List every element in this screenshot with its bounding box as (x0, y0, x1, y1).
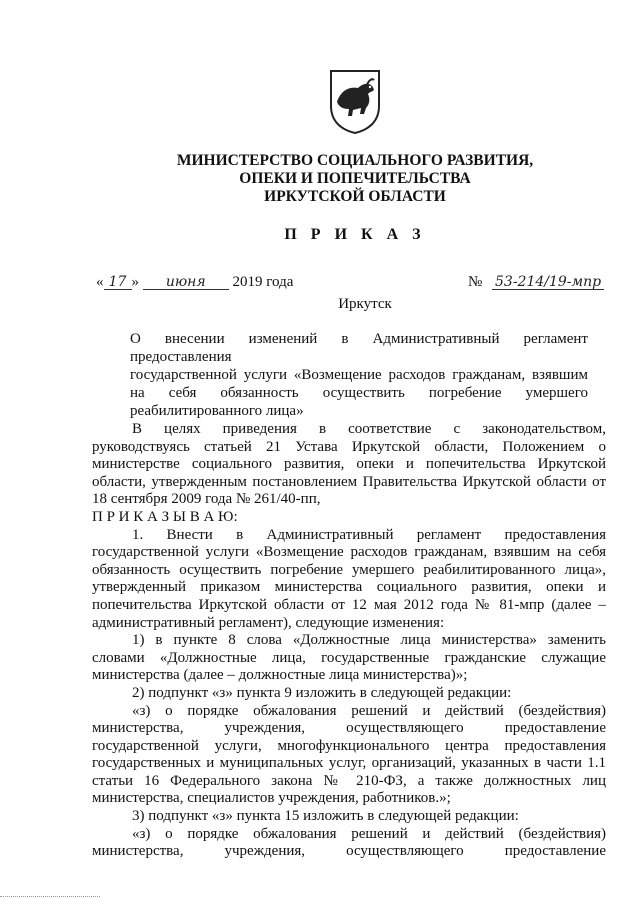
date-month: июня (143, 275, 229, 290)
number-value: 53-214/19-мпр (492, 275, 604, 290)
subject-line: государственной услуги «Возмещение расходов гражданам, взявшим (130, 367, 588, 383)
body-line: министерства (далее – должностные лица министерства)»; (92, 667, 468, 684)
city-name: Иркутск (338, 296, 392, 312)
date-year: 2019 года (232, 274, 294, 290)
body-line: министерства, учреждения, осуществляющего предоставление (92, 720, 606, 737)
body-line: административный регламент), следующие изменения: (92, 614, 445, 631)
body-line: руководствуясь статьей 21 Устава Иркутской области, Положением о (92, 438, 606, 455)
date-close-quote: » (131, 274, 139, 290)
ministry-name-line-3: ИРКУТСКОЙ ОБЛАСТИ (264, 188, 446, 205)
body-line: 1) в пункте 8 слова «Должностные лица министерства» заменить (132, 632, 606, 649)
page-edge-divider (0, 896, 100, 897)
body-line: государственной услуги, многофункционального центра предоставления (92, 737, 606, 754)
body-line: министерства, специалистов учреждения, работников.»; (92, 790, 451, 807)
body-line: обязанность осуществить погребение умершего реабилитированного лица», (92, 561, 606, 578)
body-line: государственной услуги «Возмещение расходов гражданам, взявшим на себя (92, 544, 606, 561)
body-line: министерства, учреждения, осуществляющего предоставление (92, 843, 606, 860)
body-line: государственных и муниципальных услуг, организаций, указанных в части 1.1 (92, 755, 606, 772)
subject-line: О внесении изменений в Административный регламент предоставления (130, 331, 588, 365)
subject-line: на себя обязанность осуществить погребение умершего (130, 385, 588, 401)
order-date (96, 274, 293, 291)
body-line: статьи 16 Федерального закона № 210-ФЗ, а также должностных лиц (92, 772, 606, 789)
body-line: «з) о порядке обжалования решений и действий (бездействия) (132, 825, 606, 842)
body-line: 1. Внести в Административный регламент предоставления (132, 526, 606, 543)
body-line: 3) подпункт «з» пункта 15 изложить в следующей редакции: (132, 808, 519, 825)
body-line: утвержденный приказом министерства социального развития, опеки и (92, 579, 606, 596)
number-sign: № (468, 274, 483, 290)
body-line: 2) подпункт «з» пункта 9 изложить в следующей редакции: (132, 684, 512, 701)
document-type-title: П Р И К А З (284, 226, 426, 243)
body-line: министерстве социального развития, опеки и попечительства Иркутской (92, 456, 606, 473)
body-line: словами «Должностные лица, государственные гражданские служащие (92, 649, 606, 666)
body-line: попечительства Иркутской области от 12 мая 2012 года № 81-мпр (далее – (92, 596, 606, 613)
subject-line: реабилитированного лица» (130, 403, 304, 419)
body-line: «з) о порядке обжалования решений и действий (бездействия) (132, 702, 606, 719)
date-open-quote: « (96, 274, 104, 290)
order-number (468, 274, 604, 291)
body-line: области, утвержденным постановлением Правительства Иркутской области от (92, 473, 606, 490)
date-day: 17 (104, 275, 132, 290)
ministry-name-line-1: МИНИСТЕРСТВО СОЦИАЛЬНОГО РАЗВИТИЯ, (176, 152, 534, 169)
body-line: П Р И К А З Ы В А Ю: (92, 508, 238, 525)
coat-of-arms-icon (328, 68, 382, 134)
order-body (92, 421, 606, 861)
ministry-name-line-2: ОПЕКИ И ПОПЕЧИТЕЛЬСТВА (239, 170, 471, 187)
body-line: В целях приведения в соответствие с законодательством, (132, 421, 606, 437)
subject-block (130, 330, 588, 420)
body-line: 18 сентября 2009 года № 261/40-пп, (92, 491, 321, 508)
